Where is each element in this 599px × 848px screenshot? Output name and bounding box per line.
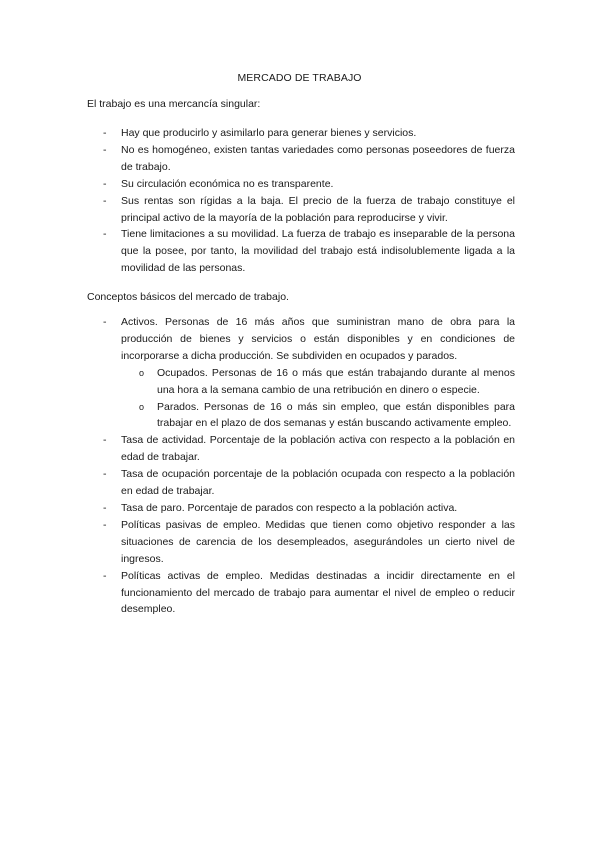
circle-bullet: o [139, 367, 145, 378]
list-item: - No es homogéneo, existen tantas variedades como personas poseedores de fuerza de trabajo. [103, 143, 515, 173]
sublist-item-parados: o Parados. Personas de 16 o más sin empleo, que están disponibles para trabajar en el plazo de dos semanas y están buscando activamente empleo. [139, 400, 515, 430]
list-item: - Políticas activas de empleo. Medidas destinadas a incidir directamente en el funcionamiento del mercado de trabajo para aumentar el nivel de empleo o reducir desempleo. [103, 569, 515, 616]
characteristics-list [103, 125, 515, 277]
intro-paragraph: El trabajo es una mercancía singular: [87, 98, 261, 110]
activos-sublist [139, 365, 515, 433]
list-item: - Hay que producirlo y asimilarlo para generar bienes y servicios. [103, 125, 515, 142]
dash-marker: - [103, 569, 107, 582]
list-item: - Tasa de paro. Porcentaje de parados con respecto a la población activa. [103, 500, 515, 517]
dash-marker: - [103, 127, 107, 139]
dash-marker: - [103, 316, 107, 328]
dash-marker: - [103, 501, 107, 514]
list-item: - Sus rentas son rígidas a la baja. El precio de la fuerza de trabajo constituye el principal activo de la mayoría de la población para reproducirse y vivir. [103, 194, 515, 224]
dash-marker: - [103, 177, 107, 190]
dash-marker: - [103, 228, 107, 241]
dash-marker: - [103, 434, 107, 447]
dash-marker: - [103, 518, 107, 531]
list-item: - Políticas pasivas de empleo. Medidas que tienen como objetivo responder a las situaciones de carencia de los desempleados, asegurándoles un cierto nivel de ingresos. [103, 518, 515, 565]
dash-marker: - [103, 143, 107, 156]
list-item: - Tasa de actividad. Porcentaje de la población activa con respecto a la población en edad de trabajar. [103, 434, 515, 464]
list-item: - Su circulación económica no es transparente. [103, 176, 515, 193]
dash-marker: - [103, 194, 107, 207]
section-heading: Conceptos básicos del mercado de trabajo. [87, 291, 289, 303]
concepts-list [103, 314, 515, 618]
document-title: MERCADO DE TRABAJO [237, 72, 362, 84]
sublist-item-ocupados: o Ocupados. Personas de 16 o más que están trabajando durante al menos una hora a la semana cambio de una retribución en dinero o especie. [139, 366, 515, 396]
list-item: - Tiene limitaciones a su movilidad. La fuerza de trabajo es inseparable de la persona que la posee, por tanto, la movilidad del trabajo está indisolublemente ligada a la movilidad de las personas. [103, 228, 515, 275]
list-item-activos: - Activos. Personas de 16 más años que suministran mano de obra para la producción de bienes y servicios o están disponibles y en condiciones de incorporarse a dicha producción. Se subdividen en ocupados y parados. o Ocupados. Personas de 16 o más que están trabajando durante al menos una hora a la semana cambio de una retribución en dinero o especie. o Parados. Personas de 16 o más sin empleo, que están disponibles para trabajar en el plazo de dos semanas y están buscando activamente empleo. [103, 314, 515, 432]
list-item: - Tasa de ocupación porcentaje de la población ocupada con respecto a la población en edad de trabajar. [103, 468, 515, 498]
dash-marker: - [103, 468, 107, 481]
circle-bullet: o [139, 401, 145, 412]
